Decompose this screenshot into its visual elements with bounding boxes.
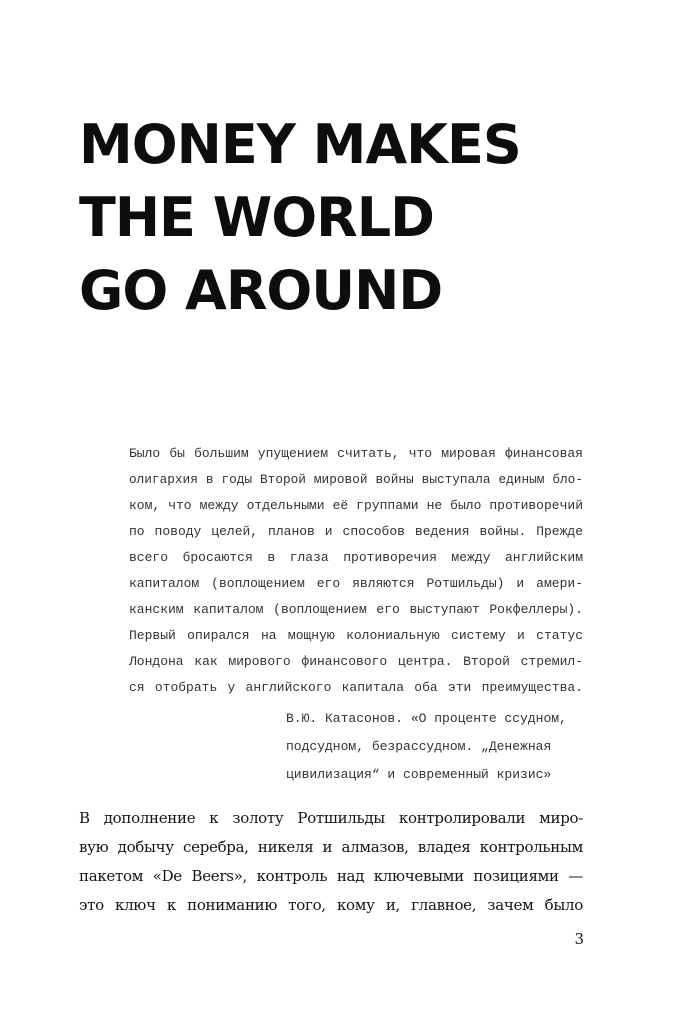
chapter-title-line: GO AROUND [79, 259, 443, 322]
epigraph-line: канским капиталом (воплощением его выступают Рокфеллеры). [129, 602, 583, 617]
epigraph-line: Лондона как мирового финансового центра. Второй стремил- [129, 654, 583, 669]
epigraph-attribution [286, 705, 586, 789]
chapter-title-line: MONEY MAKES [79, 113, 521, 176]
epigraph-line: ком, что между отдельными её группами не было противоречий [129, 498, 583, 513]
chapter-title-line: THE WORLD [79, 186, 434, 249]
page-number: 3 [574, 930, 584, 948]
body-line: В дополнение к золоту Ротшильды контролировали миро- [79, 809, 583, 827]
chapter-title [79, 108, 619, 327]
attribution-line: подсудном, безрассудном. „Денежная [286, 739, 552, 754]
body-line: вую добычу серебра, никеля и алмазов, владея контрольным [79, 838, 583, 856]
epigraph-line: ся отобрать у английского капитала оба эти преимущества. [129, 680, 583, 695]
epigraph-line: Первый опирался на мощную колониальную систему и статус [129, 628, 583, 643]
attribution-line: В.Ю. Катасонов. «О проценте ссудном, [286, 711, 567, 726]
epigraph-line: капиталом (воплощением его являются Ротшильды) и амери- [129, 576, 583, 591]
epigraph [129, 441, 583, 701]
body-paragraph [79, 804, 583, 920]
epigraph-line: олигархия в годы Второй мировой войны выступала единым бло- [129, 472, 583, 487]
epigraph-line: всего бросаются в глаза противоречия между английским [129, 550, 583, 565]
attribution-line: цивилизация“ и современный кризис» [286, 767, 552, 782]
body-line: это ключ к пониманию того, кому и, главное, зачем было [79, 896, 583, 914]
epigraph-line: по поводу целей, планов и способов ведения войны. Прежде [129, 524, 583, 539]
epigraph-line: Было бы большим упущением считать, что мировая финансовая [129, 446, 583, 461]
body-line: пакетом «De Beers», контроль над ключевыми позициями — [79, 867, 583, 885]
